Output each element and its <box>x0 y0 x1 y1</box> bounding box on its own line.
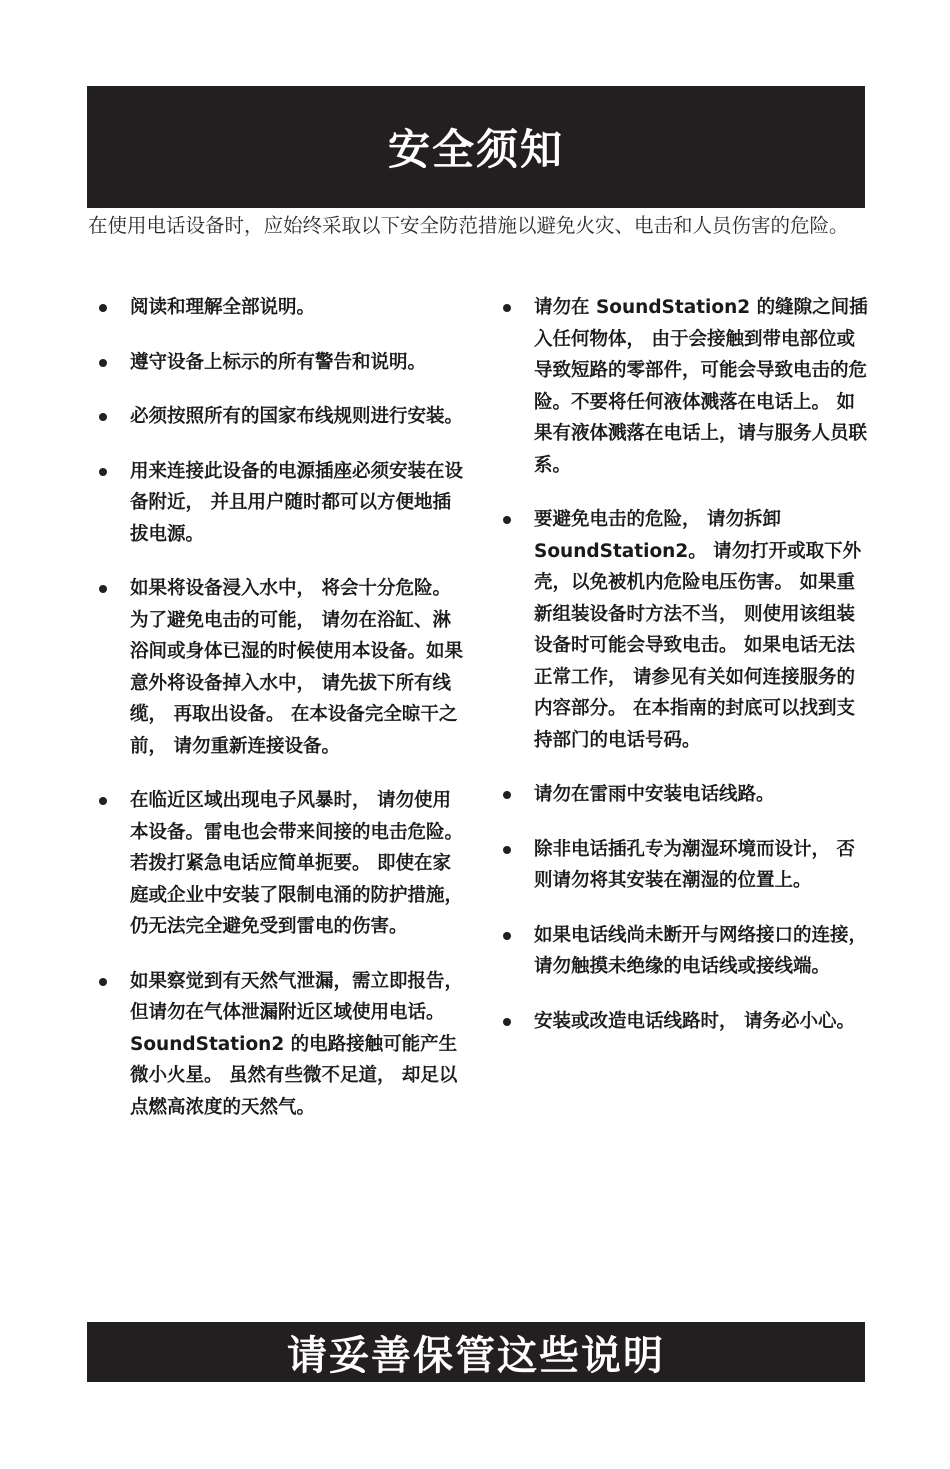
list-item: 遵守设备上标示的所有警告和说明。 <box>96 347 466 379</box>
list-item: 阅读和理解全部说明。 <box>96 292 466 324</box>
list-item: 除非电话插孔专为潮湿环境而设计， 否则请勿将其安装在潮湿的位置上。 <box>500 834 868 897</box>
list-item: 如果察觉到有天然气泄漏，需立即报告，但请勿在气体泄漏附近区域使用电话。SoundStation2 的电路接触可能产生微小火星。 虽然有些微不足道， 却足以点燃高浓度的天然气。 <box>96 966 466 1124</box>
list-item: 安装或改造电话线路时， 请务必小心。 <box>500 1006 868 1038</box>
list-item: 如果电话线尚未断开与网络接口的连接，请勿触摸未绝缘的电话线或接线端。 <box>500 920 868 983</box>
list-item: 请勿在雷雨中安装电话线路。 <box>500 779 868 811</box>
list-item: 必须按照所有的国家布线规则进行安装。 <box>96 401 466 433</box>
list-item: 在临近区域出现电子风暴时， 请勿使用本设备。雷电也会带来间接的电击危险。若拨打紧急电话应简单扼要。 即使在家庭或企业中安装了限制电涌的防护措施， 仍无法完全避免受到雷电的伤害。 <box>96 785 466 943</box>
list-item: 用来连接此设备的电源插座必须安装在设备附近， 并且用户随时都可以方便地插拔电源。 <box>96 456 466 551</box>
intro-paragraph: 在使用电话设备时，应始终采取以下安全防范措施以避免火灾、电击和人员伤害的危险。 <box>88 214 849 237</box>
safety-list-left <box>96 292 466 1146</box>
footer-title: 请妥善保管这些说明 <box>287 1332 665 1379</box>
page-title-banner <box>87 86 865 208</box>
safety-list-right <box>500 292 868 1060</box>
list-item: 要避免电击的危险， 请勿拆卸 SoundStation2。 请勿打开或取下外壳，以免被机内危险电压伤害。 如果重新组装设备时方法不当， 则使用该组装设备时可能会导致电击。 如果电话无法正常工作， 请参见有关如何连接服务的内容部分。 在本指南的封底可以找到支持部门的电话号码。 <box>500 504 868 756</box>
footer-banner <box>87 1322 865 1382</box>
list-item: 如果将设备浸入水中， 将会十分危险。为了避免电击的可能， 请勿在浴缸、淋浴间或身体已湿的时候使用本设备。如果意外将设备掉入水中， 请先拔下所有线缆， 再取出设备。 在本设备完全晾干之前， 请勿重新连接设备。 <box>96 573 466 762</box>
page-title: 安全须知 <box>387 125 564 174</box>
list-item: 请勿在 SoundStation2 的缝隙之间插入任何物体， 由于会接触到带电部位或导致短路的零部件，可能会导致电击的危险。不要将任何液体溅落在电话上。 如果有液体溅落在电话上，请与服务人员联系。 <box>500 292 868 481</box>
